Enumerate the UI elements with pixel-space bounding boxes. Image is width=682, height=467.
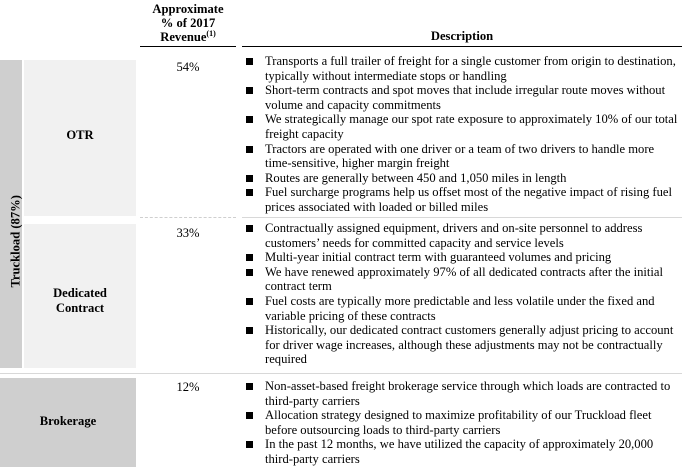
list-item: Short-term contracts and spot moves that include irregular route moves without volume and capacity commitments bbox=[244, 83, 680, 112]
brokerage-bullet-list bbox=[244, 379, 680, 467]
header-line-3 bbox=[140, 30, 236, 44]
otr-bullet-list bbox=[244, 54, 680, 215]
truckload-group-band bbox=[0, 60, 22, 368]
section-divider bbox=[0, 373, 682, 374]
header-revenue-text: Revenue bbox=[160, 30, 207, 44]
list-item: Contractually assigned equipment, drivers and on-site personnel to address customers’ needs for committed capacity and service levels bbox=[244, 221, 680, 250]
row-divider-description bbox=[242, 217, 682, 218]
row-divider bbox=[140, 217, 236, 218]
list-item: Transports a full trailer of freight for a single customer from origin to destination, typically without intermediate stops or handling bbox=[244, 54, 680, 83]
dedicated-segment-label bbox=[24, 286, 136, 315]
footnote-marker: (1) bbox=[206, 29, 216, 38]
list-item: Multi-year initial contract term with guaranteed volumes and pricing bbox=[244, 250, 680, 265]
dedicated-bullet-list bbox=[244, 221, 680, 367]
header-rule-percent bbox=[140, 46, 236, 47]
dedicated-label-line-1: Dedicated bbox=[53, 286, 107, 300]
list-item: Routes are generally between 450 and 1,050 miles in length bbox=[244, 171, 680, 186]
description-header: Description bbox=[430, 29, 494, 43]
header-line-2: % of 2017 bbox=[160, 16, 216, 30]
dedicated-label-line-2: Contract bbox=[55, 300, 105, 315]
list-item: Fuel surcharge programs help us offset most of the negative impact of rising fuel prices associated with loaded or billed miles bbox=[244, 185, 680, 214]
brokerage-segment-label: Brokerage bbox=[39, 414, 97, 428]
percent-revenue-header bbox=[140, 2, 236, 44]
list-item: We strategically manage our spot rate exposure to approximately 10% of our total freight capacity bbox=[244, 112, 680, 141]
list-item: Non-asset-based freight brokerage service through which loads are contracted to third-party carriers bbox=[244, 379, 680, 408]
list-item: Allocation strategy designed to maximize profitability of our Truckload fleet before outsourcing loads to third-party carriers bbox=[244, 408, 680, 437]
list-item: We have renewed approximately 97% of all dedicated contracts after the initial contract term bbox=[244, 265, 680, 294]
list-item: In the past 12 months, we have utilized the capacity of approximately 20,000 third-party carriers bbox=[244, 437, 680, 466]
otr-segment-label: OTR bbox=[66, 128, 94, 142]
brokerage-percent: 12% bbox=[176, 380, 200, 394]
truckload-group-label: Truckload (87%) bbox=[8, 195, 23, 288]
otr-percent: 54% bbox=[176, 60, 200, 74]
list-item: Historically, our dedicated contract customers generally adjust pricing to account for driver wage increases, although these adjustments may not be contractually required bbox=[244, 323, 680, 367]
header-line-1: Approximate bbox=[152, 2, 224, 16]
list-item: Tractors are operated with one driver or a team of two drivers to handle more time-sensitive, higher margin freight bbox=[244, 142, 680, 171]
list-item: Fuel costs are typically more predictable and less volatile under the fixed and variable pricing of these contracts bbox=[244, 294, 680, 323]
header-rule-description bbox=[242, 46, 682, 47]
dedicated-percent: 33% bbox=[176, 226, 200, 240]
